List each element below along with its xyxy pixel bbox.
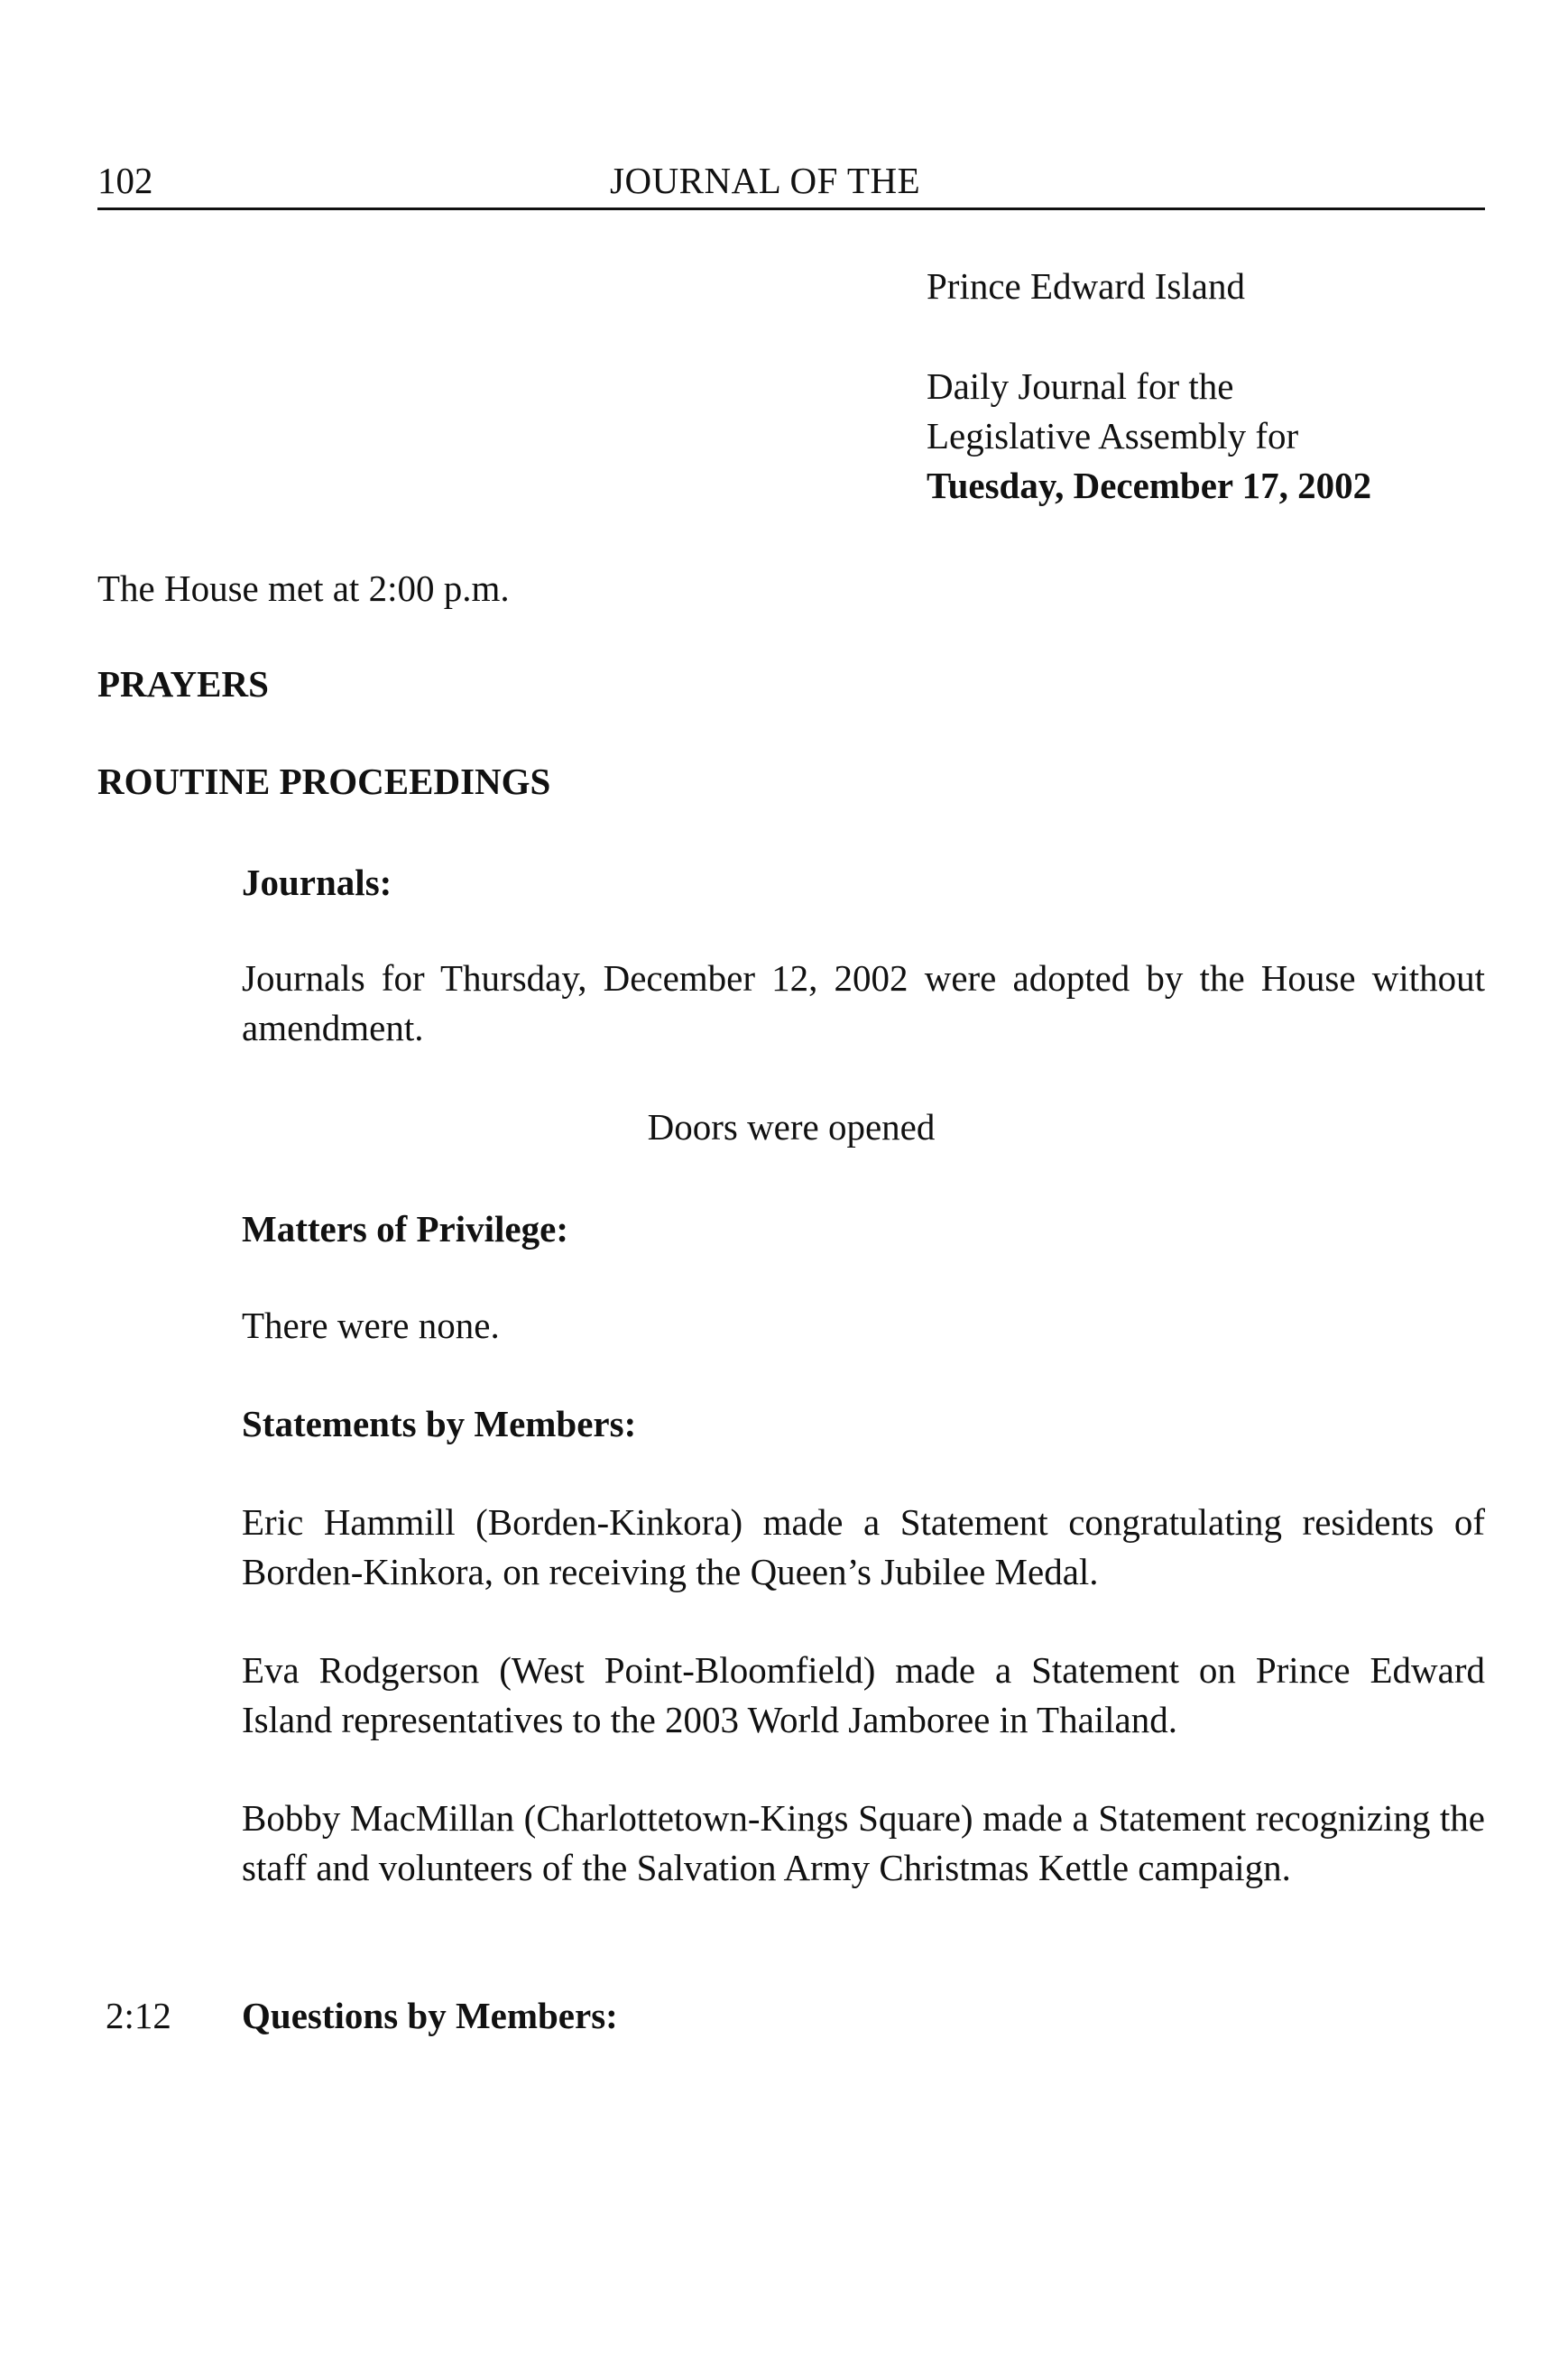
page-header: [97, 155, 1485, 210]
running-title: JOURNAL OF THE: [610, 160, 921, 201]
province-name: Prince Edward Island: [927, 265, 1245, 307]
journal-title-block: [927, 262, 1371, 511]
statement-paragraph: Eva Rodgerson (West Point-Bloomfield) made a Statement on Prince Edward Island representatives to the 2003 World Jamboree in Thailand.: [242, 1649, 1485, 1740]
journal-title-line-1: Daily Journal for the: [927, 365, 1234, 407]
journals-paragraph: Journals for Thursday, December 12, 2002 were adopted by the House without amendment.: [242, 957, 1485, 1048]
statement-paragraph: Eric Hammill (Borden-Kinkora) made a Statement congratulating residents of Borden-Kinkora, on receiving the Queen’s Jubilee Medal.: [242, 1501, 1485, 1592]
sitting-date: Tuesday, December 17, 2002: [927, 465, 1372, 506]
page-number: 102: [97, 160, 153, 201]
statement-paragraph: Bobby MacMillan (Charlottetown-Kings Square) made a Statement recognizing the staff and volunteers of the Salvation Army Christmas Kettle campaign.: [242, 1797, 1485, 1888]
journals-heading: Journals:: [242, 862, 392, 903]
privilege-text: There were none.: [242, 1305, 500, 1346]
routine-proceedings-heading: ROUTINE PROCEEDINGS: [97, 761, 551, 802]
opening-line: The House met at 2:00 p.m.: [97, 567, 510, 609]
prayers-heading: PRAYERS: [97, 663, 269, 705]
statements-heading: Statements by Members:: [242, 1403, 637, 1444]
privilege-heading: Matters of Privilege:: [242, 1208, 568, 1250]
doors-opened-note: Doors were opened: [647, 1106, 936, 1148]
questions-time-marker: 2:12: [106, 1995, 171, 2036]
journal-title-line-2: Legislative Assembly for: [927, 415, 1299, 457]
questions-heading: Questions by Members:: [242, 1995, 618, 2036]
